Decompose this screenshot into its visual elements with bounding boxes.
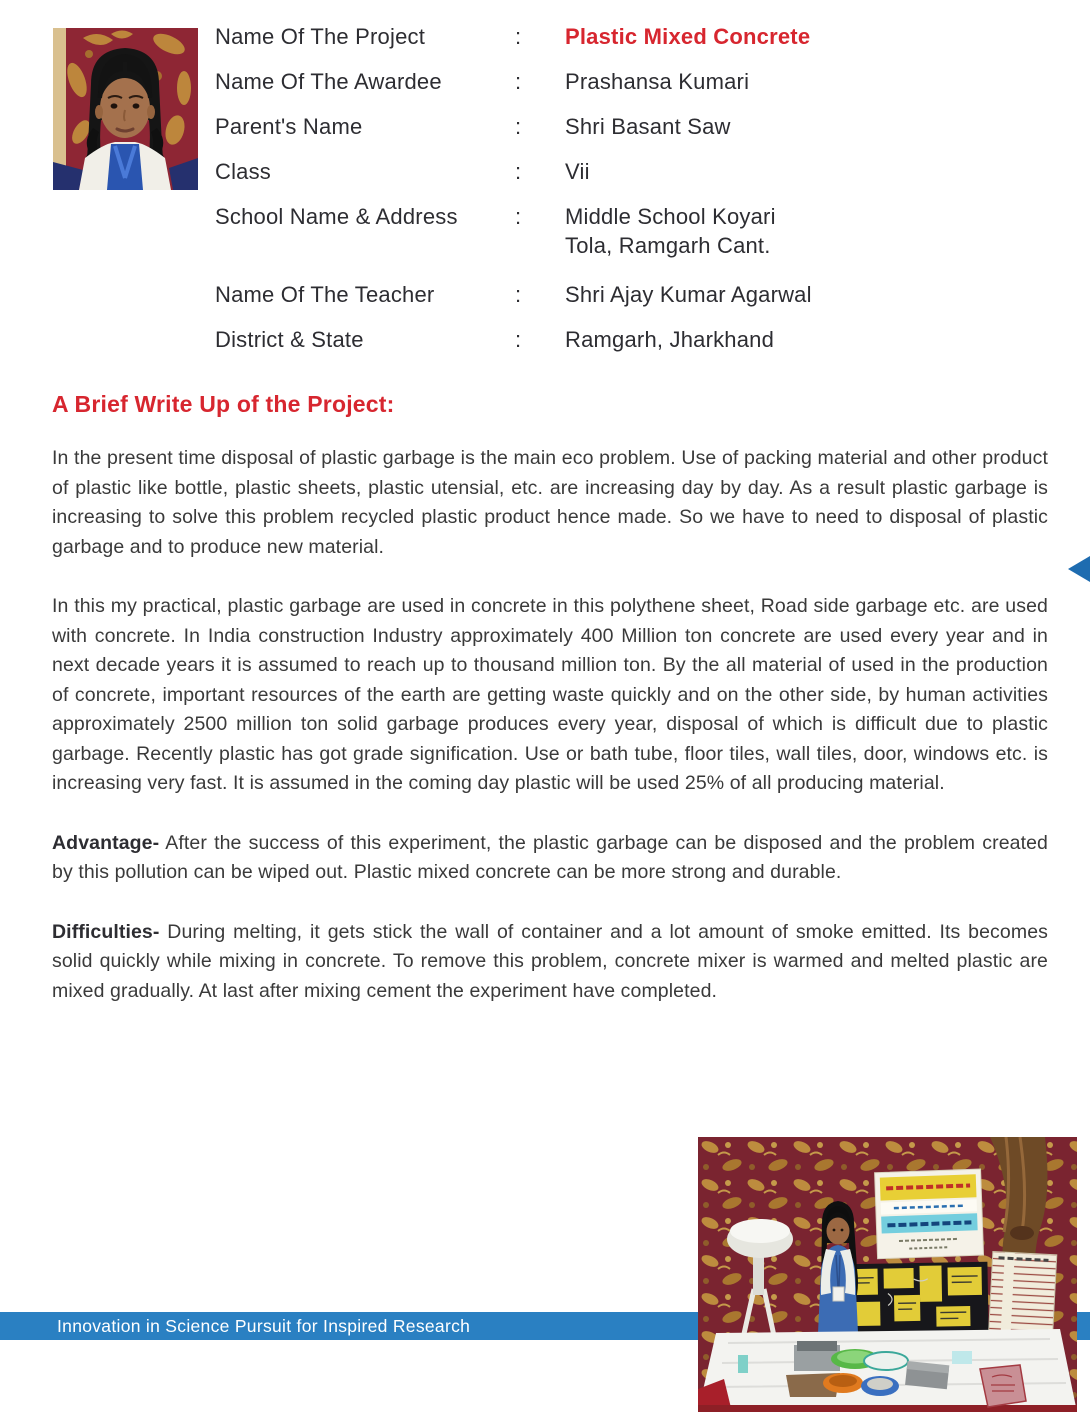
paragraph-text: During melting, it gets stick the wall of container and a lot amount of smoke emitted. Its becomes solid quickly while mixing in concrete. To remove this problem, concrete mixer is warmed and melted plastic are mixed gradually. At last after mixing cement the experiment have completed.	[52, 920, 1048, 1002]
detail-row-class	[215, 157, 1080, 186]
school-line-2: Tola, Ramgarh Cant.	[565, 233, 771, 258]
detail-label: Name Of The Awardee	[215, 69, 442, 94]
detail-row-parent	[215, 112, 1080, 141]
writeup-body	[52, 444, 1048, 1036]
detail-label: Name Of The Teacher	[215, 282, 435, 307]
writeup-paragraph-1	[52, 444, 1048, 562]
detail-label: Name Of The Project	[215, 24, 426, 49]
detail-colon: :	[515, 69, 522, 94]
detail-label: Class	[215, 159, 272, 184]
paragraph-text: In the present time disposal of plastic garbage is the main eco problem. Use of packing material and other product of plastic like bottle, plastic sheets, plastic utensial, etc. are increasing day by day. As a result plastic garbage is increasing to solve this problem recycled plastic product hence made. So we have to need to disposal of plastic garbage and to produce new material.	[52, 447, 1048, 558]
detail-row-school	[215, 202, 1080, 260]
page-edge-arrow-icon	[1068, 556, 1090, 582]
exhibit-photo	[698, 1137, 1077, 1412]
paragraph-text: After the success of this experiment, the plastic garbage can be disposed and the problem created by this pollution can be wiped out. Plastic mixed concrete can be more strong and durable.	[52, 831, 1048, 883]
detail-value: Shri Basant Saw	[565, 114, 731, 139]
detail-colon: :	[515, 24, 522, 49]
detail-colon: :	[515, 204, 522, 229]
detail-label: Parent's Name	[215, 114, 363, 139]
detail-row-project	[215, 22, 1080, 51]
detail-colon: :	[515, 159, 522, 184]
detail-label: District & State	[215, 327, 364, 352]
footer-slogan: Innovation in Science Pursuit for Inspired Research	[57, 1316, 471, 1336]
detail-label: School Name & Address	[215, 204, 458, 229]
project-details	[215, 22, 1080, 370]
writeup-paragraph-advantage	[52, 829, 1048, 888]
detail-value-project-name: Plastic Mixed Concrete	[565, 24, 811, 49]
paragraph-text: In this my practical, plastic garbage are used in concrete in this polythene sheet, Road side garbage etc. are used with concrete. In India construction Industry approximately 400 Million ton concrete are used every year and in next decade years it is assumed to reach up to thousand million ton. By the all material of used in the production of concrete, important resources of the earth are getting waste quickly and on the other side, by human activities approximately 2500 million ton solid garbage produces every year, disposal of which is difficult due to plastic garbage. Recently plastic has got grade signification. Use or bath tube, floor tiles, wall tiles, door, windows etc. is increasing very fast. It is assumed in the coming day plastic will be used 25% of all producing material.	[52, 595, 1048, 794]
writeup-paragraph-2	[52, 592, 1048, 799]
detail-row-district	[215, 325, 1080, 354]
detail-row-awardee	[215, 67, 1080, 96]
detail-colon: :	[515, 282, 522, 307]
awardee-portrait-photo	[53, 28, 198, 190]
advantage-lead: Advantage-	[52, 831, 160, 854]
detail-value: Ramgarh, Jharkhand	[565, 327, 775, 352]
detail-colon: :	[515, 327, 522, 352]
detail-colon: :	[515, 114, 522, 139]
writeup-paragraph-difficulties	[52, 918, 1048, 1007]
writeup-heading: A Brief Write Up of the Project:	[52, 391, 395, 417]
detail-value	[565, 202, 1080, 260]
detail-value: Prashansa Kumari	[565, 69, 750, 94]
school-line-1: Middle School Koyari	[565, 204, 776, 229]
detail-value: Shri Ajay Kumar Agarwal	[565, 282, 812, 307]
detail-row-teacher	[215, 280, 1080, 309]
detail-value: Vii	[565, 159, 590, 184]
difficulties-lead: Difficulties-	[52, 920, 160, 943]
